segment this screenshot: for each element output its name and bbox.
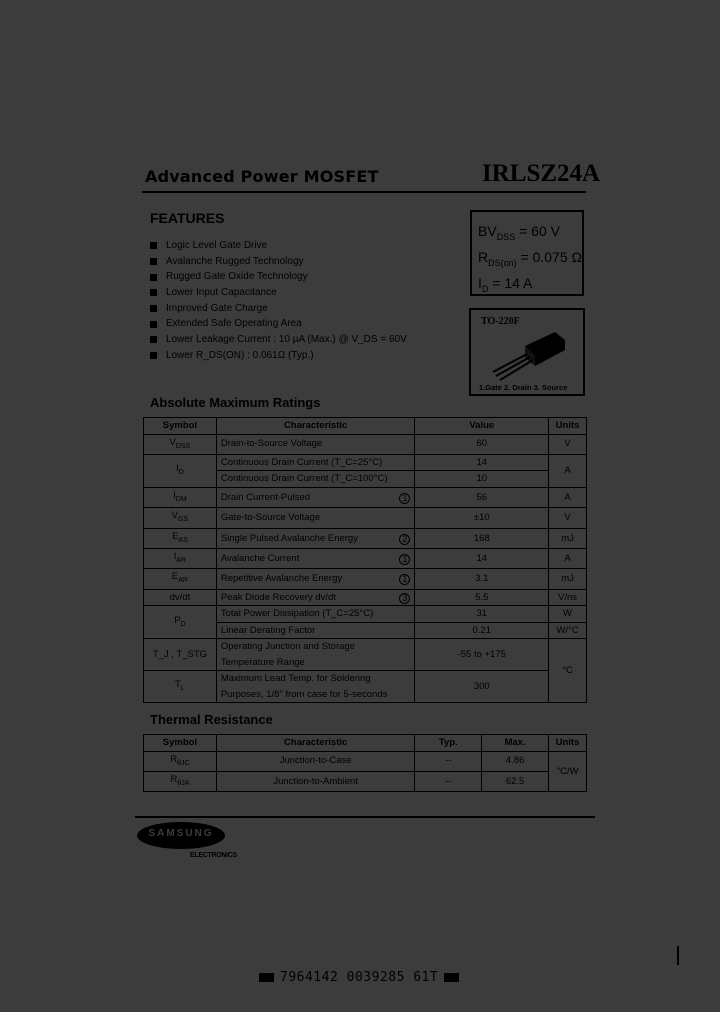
table-row: $R_{\theta JC}$ Junction-to-Case -- 4.86 °C/W	[144, 751, 587, 771]
bullet-icon	[150, 352, 157, 359]
spec-bvdss: $BV_{DSS} = 60$ V	[478, 223, 560, 242]
bullet-icon	[150, 274, 157, 281]
note-marker: 3	[399, 593, 410, 604]
bullet-icon	[150, 258, 157, 265]
note-marker: 1	[399, 554, 410, 565]
package-name: TO-220F	[481, 316, 520, 327]
features-title: FEATURES	[150, 210, 225, 226]
header-divider	[142, 191, 586, 193]
table-header-row: Symbol Characteristic Value Units	[144, 418, 587, 435]
table-row: $T_L$ Maximum Lead Temp. for Soldering Purposes, 1/8" from case for 5-seconds 300	[144, 671, 587, 703]
feature-item: Lower R_DS(ON) : 0.061Ω (Typ.)	[150, 348, 407, 364]
table-row: $V_{DSS}$ Drain-to-Source Voltage 60 V	[144, 434, 587, 454]
edge-mark	[677, 946, 679, 965]
table-row: $V_{GS}$ Gate-to-Source Voltage ±10 V	[144, 508, 587, 528]
pin-legend: 1.Gate 2. Drain 3. Source	[479, 383, 568, 392]
feature-item: Lower Input Capacitance	[150, 285, 407, 301]
table-header-row: Symbol Characteristic Typ. Max. Units	[144, 735, 587, 752]
samsung-logo: SAMSUNG	[137, 822, 225, 849]
part-number: IRLSZ24A	[482, 160, 601, 187]
bullet-icon	[150, 242, 157, 249]
feature-item: Rugged Gate Oxide Technology	[150, 269, 407, 285]
table-row: $P_D$ Total Power Dissipation (T_C=25°C) 31 W	[144, 606, 587, 623]
feature-item: Avalanche Rugged Technology	[150, 254, 407, 270]
table-row: $E_{AS}$ Single Pulsed Avalanche Energy 2 168 mJ	[144, 528, 587, 548]
table-row: $I_{DM}$ Drain Current-Pulsed 1 56 A	[144, 487, 587, 507]
spec-rdson: $R_{DS(on)} = 0.075$ Ω	[478, 249, 582, 268]
spec-id: $I_D = 14$ A	[478, 275, 533, 294]
table-row: Linear Derating Factor 0.21 W/°C	[144, 622, 587, 639]
feature-item: Improved Gate Charge	[150, 301, 407, 317]
table-row: $I_D$ Continuous Drain Current (T_C=25°C) 14 A	[144, 454, 587, 471]
marker-block	[444, 973, 459, 982]
abs-max-title: Absolute Maximum Ratings	[150, 395, 321, 410]
key-specs-box	[470, 210, 584, 296]
note-marker: 1	[399, 574, 410, 585]
feature-item: Logic Level Gate Drive	[150, 238, 407, 254]
document-code: 7964142 0039285 61T	[253, 970, 465, 985]
abs-max-table	[143, 417, 587, 703]
feature-item: Extended Safe Operating Area	[150, 316, 407, 332]
table-row: T_J , T_STG Operating Junction and Storage Temperature Range -55 to +175 °C	[144, 639, 587, 671]
package-box	[469, 308, 585, 396]
logo-subtitle: ELECTRONICS	[190, 852, 237, 859]
bullet-icon	[150, 321, 157, 328]
table-row: $R_{\theta JA}$ Junction-to-Ambient -- 62.5	[144, 771, 587, 791]
footer-divider	[135, 816, 595, 818]
thermal-title: Thermal Resistance	[150, 712, 273, 727]
table-row: $I_{AR}$ Avalanche Current 1 14 A	[144, 549, 587, 569]
bullet-icon	[150, 289, 157, 296]
table-row: dv/dt Peak Diode Recovery dv/dt 3 5.5 V/ns	[144, 589, 587, 606]
thermal-table	[143, 734, 587, 792]
note-marker: 2	[399, 534, 410, 545]
marker-block	[259, 973, 274, 982]
table-row: $E_{AR}$ Repetitive Avalanche Energy 1 3.1 mJ	[144, 569, 587, 589]
bullet-icon	[150, 336, 157, 343]
note-marker: 1	[399, 493, 410, 504]
bullet-icon	[150, 305, 157, 312]
document-category: Advanced Power MOSFET	[145, 167, 379, 186]
features-list	[150, 238, 407, 364]
to220f-package-icon	[487, 328, 567, 383]
table-row: Continuous Drain Current (T_C=100°C) 10	[144, 471, 587, 488]
feature-item: Lower Leakage Current : 10 µA (Max.) @ V_DS = 60V	[150, 332, 407, 348]
